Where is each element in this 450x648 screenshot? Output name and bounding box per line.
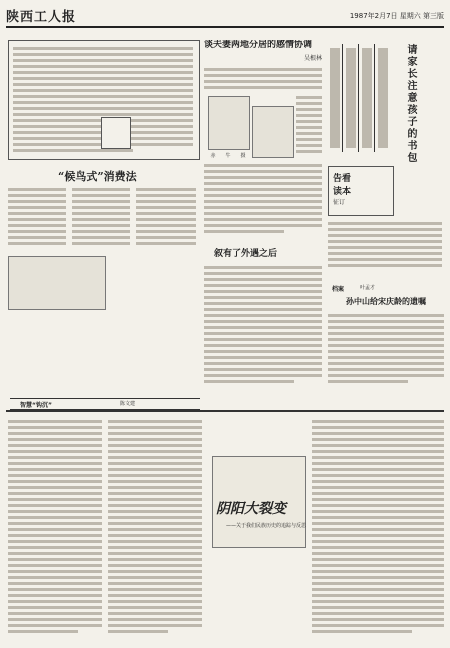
bottom-right-columns <box>312 416 444 642</box>
guest-article <box>204 244 322 394</box>
party-book-cover <box>252 106 294 158</box>
party-article-author: 吴根林 <box>303 55 322 62</box>
right-vertical-columns <box>328 40 392 160</box>
party-photo-caption: 赤 牛 摄 <box>210 153 246 159</box>
masthead <box>6 6 444 28</box>
party-article-title: 谈夫妻两地分居的感情协调 <box>204 40 313 50</box>
editorial-callout <box>101 117 131 149</box>
cartoon-title: 智慧“钩沉” <box>20 402 52 409</box>
small-left-author: 叶孟才 <box>360 285 376 291</box>
houniao-title: “候鸟式”消费法 <box>58 170 137 183</box>
party-photo <box>208 96 250 150</box>
houniao-cartoon <box>8 256 106 310</box>
right-lower-text <box>328 218 442 278</box>
right-title: 请家长注意孩子的书包 <box>405 44 416 164</box>
section-divider <box>6 410 444 412</box>
subscription-ad-box <box>328 166 394 216</box>
newspaper-logo: 陕西工人报 <box>6 10 77 25</box>
ad-box-sub: 征订 <box>333 199 346 206</box>
right-title-column <box>396 40 442 210</box>
issue-date: 1987年2月7日 星期六 第三版 <box>349 12 444 20</box>
houniao-article <box>8 166 198 316</box>
cartoon-author: 陈文建 <box>120 401 136 407</box>
newspaper-page <box>6 6 444 642</box>
party-article <box>204 40 322 236</box>
cartoon-caption-left <box>10 398 200 410</box>
yinyang-feature <box>206 498 326 558</box>
yinyang-title: 阴阳大裂变 <box>216 501 286 517</box>
guest-title: 叙有了外遇之后 <box>214 249 278 259</box>
yinyang-subtitle: ——关于我们民族历史的追踪与反思 <box>225 523 306 529</box>
small-left-label: 档案 <box>332 286 345 293</box>
birthday-article <box>328 296 444 396</box>
birthday-title: 孙中山给宋庆龄的遗嘱 <box>346 296 426 306</box>
editorial-box <box>8 40 200 160</box>
ad-box-label: 告看 读本 <box>333 174 352 197</box>
